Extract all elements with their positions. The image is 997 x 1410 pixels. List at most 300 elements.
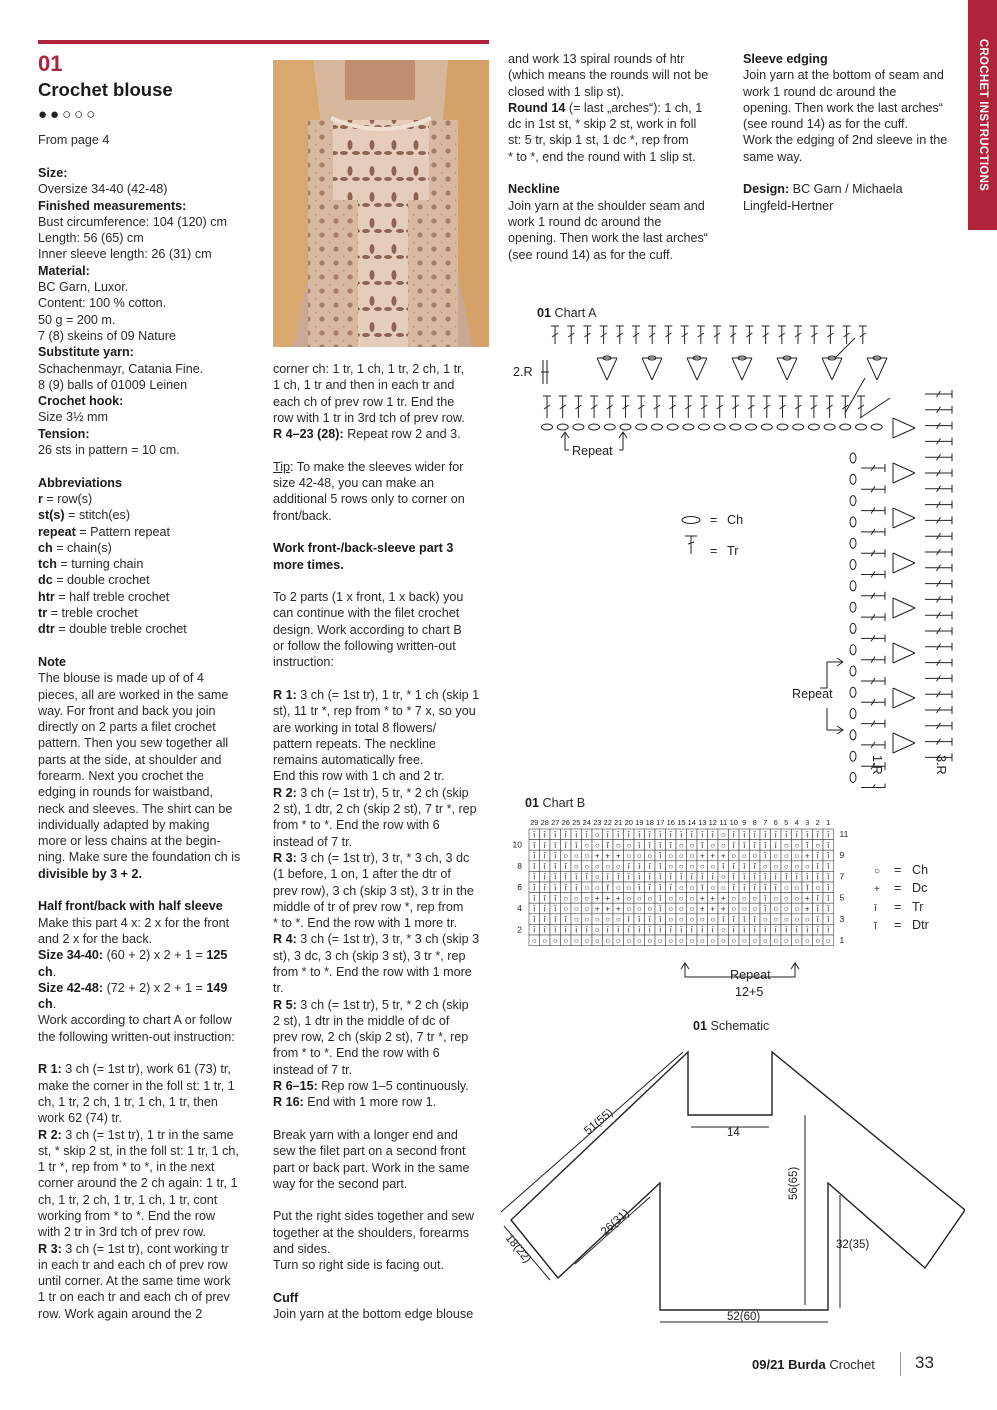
tr-symbol	[590, 396, 598, 418]
body-text: (1 before, 1 on, 1 after the dtr of	[273, 867, 451, 882]
chart-b-symbol: ī	[774, 830, 777, 840]
chart-b-symbol: ○	[783, 883, 789, 893]
tr-symbol	[731, 396, 739, 418]
body-text: working from * to *. End the row	[38, 1209, 216, 1223]
col2-line	[273, 997, 495, 1013]
col1-line	[38, 719, 263, 735]
chart-b-symbol: ī	[575, 883, 578, 893]
chart-b-symbol: ○	[752, 851, 758, 861]
chart-b-symbol: ○	[752, 936, 758, 946]
chart-b-symbol: ○	[636, 893, 642, 903]
chart-b-col-label: 13	[698, 818, 707, 827]
col4-line	[743, 51, 965, 67]
tr-symbol	[925, 390, 952, 398]
chart-b-symbol: ○	[605, 936, 611, 946]
tr-pair-symbol	[893, 688, 915, 708]
chart-b-symbol: ○	[563, 904, 569, 914]
col2-line	[273, 589, 495, 605]
chart-b-symbol: +	[804, 851, 810, 861]
body-text: st), 11 tr *, rep from * to * 7 x, so you	[273, 704, 476, 719]
bold-text: dtr	[38, 622, 55, 637]
chart-b-symbol: ○	[647, 851, 653, 861]
bold-text: R 1:	[38, 1062, 62, 1077]
chart-b-symbol: ○	[594, 862, 600, 872]
chart-b-symbol: ī	[564, 915, 567, 925]
body-text: Put the right sides together and sew	[273, 1209, 474, 1224]
chart-b-symbol: ○	[710, 883, 716, 893]
chart-b-symbol: ī	[659, 925, 662, 935]
col1-line	[38, 1273, 263, 1289]
chain-symbol	[871, 424, 882, 430]
chart-b-symbol: ī	[732, 925, 735, 935]
bold-text: Round 14	[508, 100, 566, 115]
body-text: Work according to chart A or follow	[38, 1013, 232, 1028]
chain-symbol	[850, 709, 856, 719]
body-text: = half treble crochet	[54, 589, 170, 604]
body-text: middle of tr of prev row *, rep from	[273, 899, 464, 914]
chart-b-symbol: ○	[615, 862, 621, 872]
body-text: End with 1 more row 1.	[303, 1095, 437, 1110]
difficulty-rating: ●●○○○	[38, 106, 99, 123]
chart-b-symbol: ○	[794, 883, 800, 893]
col1-line	[38, 784, 263, 800]
tr-pair-symbol	[687, 358, 707, 380]
col2-line	[273, 1094, 495, 1110]
body-text: together at the shoulders, forearms	[273, 1225, 470, 1240]
chart-b-col-label: 12	[708, 818, 717, 827]
chart-b-symbol: ī	[669, 840, 672, 850]
col2-line	[273, 475, 495, 491]
col2-line	[273, 671, 495, 687]
chart-b-symbol: ī	[659, 872, 662, 882]
chart-b-symbol: ī	[827, 862, 830, 872]
chart-b-symbol: ○	[804, 936, 810, 946]
chart-b-symbol: ī	[554, 925, 557, 935]
chart-b-repeat-count: 12+5	[735, 985, 764, 999]
chart-b-symbol: ○	[783, 862, 789, 872]
chart-b-symbol: ○	[563, 851, 569, 861]
col2-line	[273, 752, 495, 768]
tr-symbol	[861, 784, 885, 789]
chart-b-symbol: ī	[575, 830, 578, 840]
tr-symbol	[606, 396, 614, 418]
bold-text: ch	[38, 997, 53, 1012]
chart-b-symbol: ○	[668, 893, 674, 903]
chart-b-symbol: ○	[678, 904, 684, 914]
col3-line	[508, 198, 733, 214]
chart-b-symbol: ī	[764, 872, 767, 882]
tr-symbol	[574, 396, 582, 418]
bold-text: Cuff	[273, 1290, 299, 1305]
tr-symbol	[551, 326, 559, 344]
chart-b-symbol: ○	[794, 936, 800, 946]
chart-b-col-label: 29	[530, 818, 539, 827]
chart-b-symbol: ○	[657, 936, 663, 946]
tr-pair-symbol	[777, 358, 797, 380]
body-text: .	[52, 997, 57, 1012]
chart-b-symbol: ○	[699, 862, 705, 872]
chart-b-symbol: +	[594, 904, 600, 914]
col3-line	[508, 132, 733, 148]
chart-b-symbol: ○	[689, 883, 695, 893]
legend-ch-label: Ch	[727, 513, 744, 527]
chart-b-symbol: ī	[753, 862, 756, 872]
chart-b-symbol: ī	[827, 883, 830, 893]
bold-text: Tension:	[38, 426, 90, 441]
bold-text: Neckline	[508, 182, 560, 197]
chart-b-label	[525, 796, 585, 810]
chart-b-symbol: ī	[785, 830, 788, 840]
chart-b-symbol: ī	[617, 872, 620, 882]
legend-symbol: ○	[874, 866, 881, 877]
chart-b-symbol: ○	[594, 830, 600, 840]
chart-b-symbol: ī	[617, 830, 620, 840]
chart-b-symbol: ī	[827, 840, 830, 850]
legend-tr-symbol	[685, 536, 697, 554]
body-text: can continue with the filet crochet	[273, 606, 460, 621]
chart-b-symbol: ○	[689, 851, 695, 861]
chain-symbol	[651, 424, 662, 430]
tr-symbol	[861, 720, 885, 728]
body-text: each ch of prev row 1 tr. End the	[273, 394, 455, 409]
col1-line	[38, 1110, 263, 1126]
chart-b-row-label: 6	[517, 882, 522, 892]
body-text: way for the second part.	[273, 1176, 408, 1191]
col3-line	[508, 149, 733, 165]
chart-b-symbol: ī	[764, 893, 767, 903]
tr-symbol	[810, 396, 818, 418]
chart-b-symbol: ī	[554, 883, 557, 893]
tr-symbol	[622, 396, 630, 418]
chart-b-symbol: ○	[773, 862, 779, 872]
chain-symbol	[850, 496, 856, 506]
chart-b-symbol: ○	[794, 840, 800, 850]
chart-b-symbol: ○	[615, 936, 621, 946]
tr-symbol	[543, 396, 551, 418]
chart-b-symbol: ĭ	[806, 883, 809, 893]
chart-b-symbol: ī	[732, 883, 735, 893]
chart-b-symbol: ī	[743, 883, 746, 893]
col2-line	[273, 1241, 495, 1257]
chart-b-symbol: ○	[720, 925, 726, 935]
chain-symbol	[557, 424, 568, 430]
col2-line	[273, 817, 495, 833]
chart-b-symbol: ī	[606, 925, 609, 935]
chart-b-symbol: ī	[659, 893, 662, 903]
body-text: closed with 1 slip st).	[508, 84, 625, 99]
body-text: 2 st), 1 dtr in the middle of dc of	[273, 1013, 450, 1028]
tr-symbol	[648, 326, 656, 344]
bold-text: r	[38, 491, 43, 506]
col4-line	[743, 67, 965, 83]
chart-b-col-label: 1	[826, 818, 831, 827]
chart-b-symbol: ○	[773, 936, 779, 946]
body-text: make the corner in the foll st: 1 tr, 1	[38, 1078, 235, 1093]
chart-b-symbol: ○	[636, 851, 642, 861]
body-text: with 2 tr in 3rd tch of prev row.	[38, 1225, 206, 1240]
legend-eq: =	[894, 881, 902, 896]
chart-b-symbol: ī	[564, 830, 567, 840]
chart-b-symbol: ○	[647, 893, 653, 903]
col1-line	[38, 964, 263, 980]
col2-line	[273, 1257, 495, 1273]
chart-b-symbol: ī	[774, 872, 777, 882]
chart-b-symbol: ○	[804, 915, 810, 925]
tr-symbol	[925, 706, 952, 714]
body-text: ch, 1 tr, 2 ch, 1 tr, 1 ch, 1 tr, cont	[38, 1192, 218, 1207]
tr-symbol	[857, 396, 865, 418]
col3-line	[508, 214, 733, 230]
chart-b-symbol: +	[699, 893, 705, 903]
chart-b-symbol: ī	[806, 872, 809, 882]
col1-line	[38, 980, 263, 996]
col1-line	[38, 393, 263, 409]
legend-row	[874, 917, 929, 935]
body-text: row with 1 tr in 3rd tch of prev row.	[273, 410, 465, 425]
chart-b-symbol: ī	[659, 830, 662, 840]
footer-issue: 09/21	[752, 1357, 785, 1372]
chart-b-symbol: ī	[743, 840, 746, 850]
chart-b-symbol: ○	[710, 840, 716, 850]
chart-b-symbol: ī	[795, 925, 798, 935]
tr-symbol	[861, 528, 885, 536]
chart-b-symbol: ○	[773, 904, 779, 914]
col3-line	[508, 51, 733, 67]
tr-symbol	[925, 722, 952, 730]
bold-text: ch	[38, 964, 53, 979]
col2-line	[273, 1160, 495, 1176]
body-text: End this row with 1 ch and 2 tr.	[273, 769, 445, 784]
chart-b-symbol: ī	[648, 883, 651, 893]
chart-b-symbol: ○	[720, 872, 726, 882]
chart-b-symbol: ○	[731, 851, 737, 861]
tr-pair-symbol	[893, 508, 915, 528]
footer-credit	[752, 1357, 875, 1372]
body-text: Lingfeld-Hertner	[743, 198, 834, 213]
col3-line	[508, 230, 733, 246]
chart-b-symbol: ○	[615, 840, 621, 850]
chart-b-symbol: ī	[743, 862, 746, 872]
chart-b-symbol: ī	[627, 830, 630, 840]
column-1	[38, 165, 263, 1322]
chart-b-symbol: ○	[689, 893, 695, 903]
bold-text: R 3:	[38, 1241, 62, 1256]
col2-line	[273, 785, 495, 801]
footer-divider	[900, 1352, 901, 1376]
bold-text: R 1:	[273, 687, 297, 702]
tr-symbol	[713, 326, 721, 344]
col1-line	[38, 442, 263, 458]
chart-b-col-label: 3	[805, 818, 810, 827]
chart-b-symbol: ○	[573, 893, 579, 903]
body-text: work 1 round dc around the	[743, 84, 897, 99]
col1-line	[38, 915, 263, 931]
chart-b-symbol: ī	[795, 872, 798, 882]
col1-line	[38, 687, 263, 703]
body-text: Work the edging of 2nd sleeve in the	[743, 133, 948, 148]
chart-b-symbol: ī	[827, 893, 830, 903]
col1-line	[38, 1224, 263, 1240]
tr-symbol	[794, 326, 802, 344]
chart-b-symbol: ○	[594, 925, 600, 935]
chart-b-symbol: ī	[533, 925, 536, 935]
body-text: (see round 14) as for the cuff.	[508, 247, 673, 262]
body-text: Make this part 4 x: 2 x for the front	[38, 915, 230, 930]
col1-line	[38, 947, 263, 963]
chart-b-symbol: ī	[669, 883, 672, 893]
body-text: pattern repeats. The neckline	[273, 736, 436, 751]
tr-symbol	[779, 396, 787, 418]
col1-line	[38, 361, 263, 377]
chart-b-col-label: 6	[773, 818, 778, 827]
bold-text: Size 34-40:	[38, 948, 104, 963]
body-text: corner ch: 1 tr, 1 ch, 1 tr, 2 ch, 1 tr,	[273, 362, 465, 376]
col1-line	[38, 279, 263, 295]
body-text: BC Garn / Michaela	[789, 182, 903, 197]
bold-text: Size 42-48:	[38, 980, 104, 995]
blouse-photo	[273, 60, 489, 347]
chart-b-symbol: ī	[764, 883, 767, 893]
footer-brand: Burda	[788, 1357, 826, 1372]
chart-b-symbol: ī	[669, 872, 672, 882]
chain-symbol	[683, 424, 694, 430]
col2-line	[273, 720, 495, 736]
chart-b-symbol: ī	[554, 872, 557, 882]
body-text: same way.	[743, 149, 803, 164]
chart-b-row-label: 8	[517, 860, 522, 871]
col1-line	[38, 931, 263, 947]
tr-symbol	[541, 360, 549, 384]
chart-b-symbol: ĭ	[701, 883, 704, 893]
chart-b-symbol: +	[605, 893, 611, 903]
col3-line	[508, 84, 733, 100]
bold-text: R 4:	[273, 932, 297, 947]
bold-text: dc	[38, 573, 53, 588]
body-text: from * to *. End the row with 1 more	[273, 964, 472, 979]
tr-symbol	[925, 627, 952, 635]
chain-symbol	[850, 560, 856, 570]
chart-b-symbol: ○	[699, 915, 705, 925]
tr-symbol	[861, 634, 885, 642]
col3-line	[508, 100, 733, 116]
body-text: = Pattern repeat	[75, 524, 170, 539]
chart-b-row-label: 1	[839, 935, 845, 945]
chart-b-symbol: ○	[741, 851, 747, 861]
body-text: Join yarn at the bottom of seam and	[743, 68, 944, 83]
body-text: in each tr and each ch of prev row	[38, 1257, 228, 1272]
col3-line	[508, 116, 733, 132]
bold-text: st(s)	[38, 508, 65, 523]
chart-b-symbol: ī	[764, 830, 767, 840]
tr-symbol	[669, 396, 677, 418]
body-text: Length: 56 (65) cm	[38, 231, 144, 246]
chart-b-legend	[874, 862, 929, 935]
tr-symbol	[861, 741, 885, 749]
col1-line	[38, 426, 263, 442]
chart-b-symbol: +	[594, 893, 600, 903]
col2-line	[273, 442, 495, 458]
col1-line	[38, 1094, 263, 1110]
tr-pair-symbol	[893, 598, 915, 618]
chart-b-col-label: 10	[729, 818, 738, 827]
bold-text: ch	[38, 540, 53, 555]
chart-b-symbol: ○	[783, 893, 789, 903]
tr-symbol	[925, 611, 952, 619]
tr-symbol	[616, 326, 624, 344]
chart-b-symbol: ○	[741, 893, 747, 903]
col2-line	[273, 866, 495, 882]
body-text: 50 g = 200 m.	[38, 312, 116, 327]
col3-line	[508, 181, 733, 197]
chain-symbol	[840, 424, 851, 430]
chart-b-symbol: ī	[543, 904, 546, 914]
body-text: BC Garn, Luxor.	[38, 280, 129, 295]
chain-symbol	[850, 581, 856, 591]
tr-symbol	[861, 549, 885, 557]
schematic-side: 32(35)	[836, 1239, 870, 1251]
chart-b-symbol: ○	[689, 904, 695, 914]
chart-b-col-label: 26	[561, 818, 570, 827]
chart-a-repeat-side: Repeat	[792, 687, 833, 701]
chart-b-symbol: ī	[816, 862, 819, 872]
chart-b-symbol: ī	[659, 851, 662, 861]
chart-b-symbol: ī	[680, 872, 683, 882]
chart-b-symbol: ○	[668, 936, 674, 946]
chart-b-symbol: ī	[543, 915, 546, 925]
chart-b-symbol: ○	[594, 872, 600, 882]
footer-section: Crochet	[829, 1357, 875, 1372]
chart-b-symbol: ○	[731, 936, 737, 946]
chart-b-symbol: ○	[783, 936, 789, 946]
col2-line	[273, 1143, 495, 1159]
chart-b-symbol: ī	[827, 872, 830, 882]
legend-symbol: ĭ	[874, 920, 877, 932]
bold-text: Abbreviations	[38, 475, 122, 490]
col1-line	[38, 377, 263, 393]
chart-b-symbol: ī	[743, 915, 746, 925]
chart-b-symbol: ○	[773, 893, 779, 903]
body-text: from * to *. End the row with 6	[273, 818, 440, 833]
col1-line	[38, 638, 263, 654]
tr-symbol	[859, 326, 867, 344]
col2-line	[273, 1290, 495, 1306]
chart-b-symbol: ī	[680, 830, 683, 840]
chart-b-symbol: ī	[669, 830, 672, 840]
chain-symbol	[850, 773, 856, 783]
chart-b-symbol: ī	[543, 883, 546, 893]
body-text: Bust circumference: 104 (120) cm	[38, 214, 227, 229]
chart-b-symbol: ī	[543, 862, 546, 872]
col1-line	[38, 198, 263, 214]
col2-line	[273, 948, 495, 964]
chart-b-symbol: ○	[668, 851, 674, 861]
chart-b-symbol: ī	[533, 851, 536, 861]
tr-symbol	[925, 659, 952, 667]
bold-text: tch	[38, 557, 57, 572]
body-text: = turning chain	[56, 557, 144, 572]
body-text: front/back.	[273, 508, 332, 523]
chart-b-symbol: ī	[533, 915, 536, 925]
col1-line	[38, 214, 263, 230]
col1-line	[38, 1159, 263, 1175]
chart-b-symbol: ○	[678, 851, 684, 861]
chain-symbol	[714, 424, 725, 430]
col1-line	[38, 475, 263, 491]
col4-line	[743, 149, 965, 165]
body-text: Oversize 34-40 (42-48)	[38, 182, 168, 197]
legend-ch-symbol	[682, 517, 700, 524]
col1-line	[38, 1289, 263, 1305]
